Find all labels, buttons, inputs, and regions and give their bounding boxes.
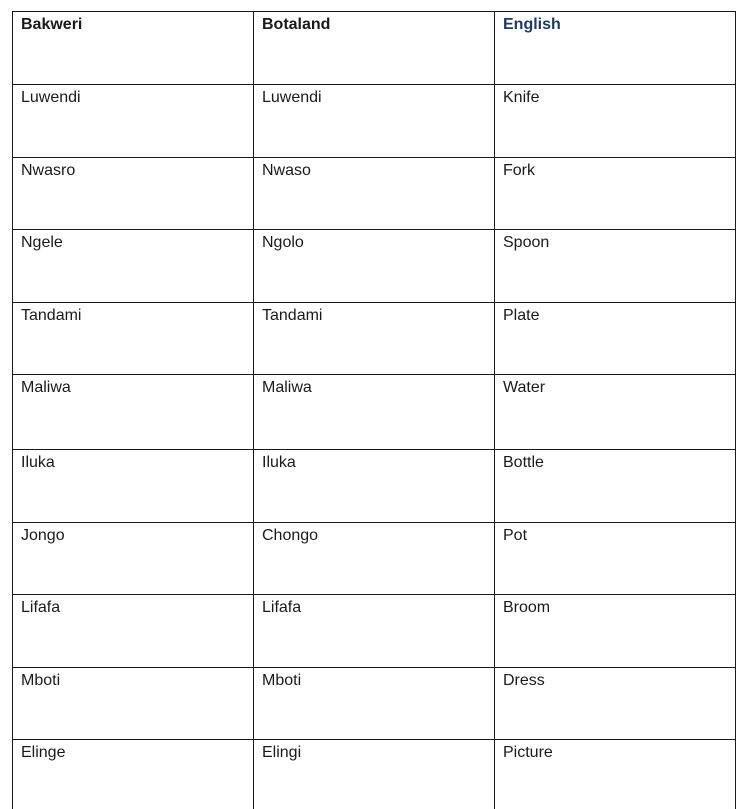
cell-bakweri: Elinge — [13, 740, 254, 809]
header-bakweri: Bakweri — [13, 12, 254, 85]
cell-botaland: Elingi — [254, 740, 495, 809]
table-row — [13, 450, 736, 523]
cell-english: Broom — [495, 595, 736, 668]
cell-bakweri: Nwasro — [13, 157, 254, 230]
table-row — [13, 302, 736, 375]
table-row — [13, 230, 736, 303]
table-row — [13, 85, 736, 158]
header-english: English — [495, 12, 736, 85]
cell-botaland: Mboti — [254, 667, 495, 740]
cell-botaland: Maliwa — [254, 375, 495, 450]
header-botaland: Botaland — [254, 12, 495, 85]
table-row — [13, 740, 736, 809]
cell-english: Fork — [495, 157, 736, 230]
cell-english: Picture — [495, 740, 736, 809]
table-row — [13, 522, 736, 595]
table-row — [13, 667, 736, 740]
cell-english: Dress — [495, 667, 736, 740]
cell-bakweri: Mboti — [13, 667, 254, 740]
cell-bakweri: Lifafa — [13, 595, 254, 668]
cell-botaland: Luwendi — [254, 85, 495, 158]
cell-botaland: Lifafa — [254, 595, 495, 668]
cell-botaland: Tandami — [254, 302, 495, 375]
cell-bakweri: Iluka — [13, 450, 254, 523]
cell-bakweri: Ngele — [13, 230, 254, 303]
cell-english: Bottle — [495, 450, 736, 523]
cell-english: Plate — [495, 302, 736, 375]
cell-bakweri: Maliwa — [13, 375, 254, 450]
cell-botaland: Nwaso — [254, 157, 495, 230]
table-row — [13, 157, 736, 230]
cell-english: Spoon — [495, 230, 736, 303]
cell-botaland: Iluka — [254, 450, 495, 523]
cell-botaland: Chongo — [254, 522, 495, 595]
table-row — [13, 375, 736, 450]
cell-bakweri: Luwendi — [13, 85, 254, 158]
table-row — [13, 595, 736, 668]
cell-bakweri: Tandami — [13, 302, 254, 375]
table-header-row — [13, 12, 736, 85]
cell-english: Pot — [495, 522, 736, 595]
cell-english: Knife — [495, 85, 736, 158]
cell-english: Water — [495, 375, 736, 450]
cell-botaland: Ngolo — [254, 230, 495, 303]
vocabulary-table — [12, 11, 736, 809]
cell-bakweri: Jongo — [13, 522, 254, 595]
